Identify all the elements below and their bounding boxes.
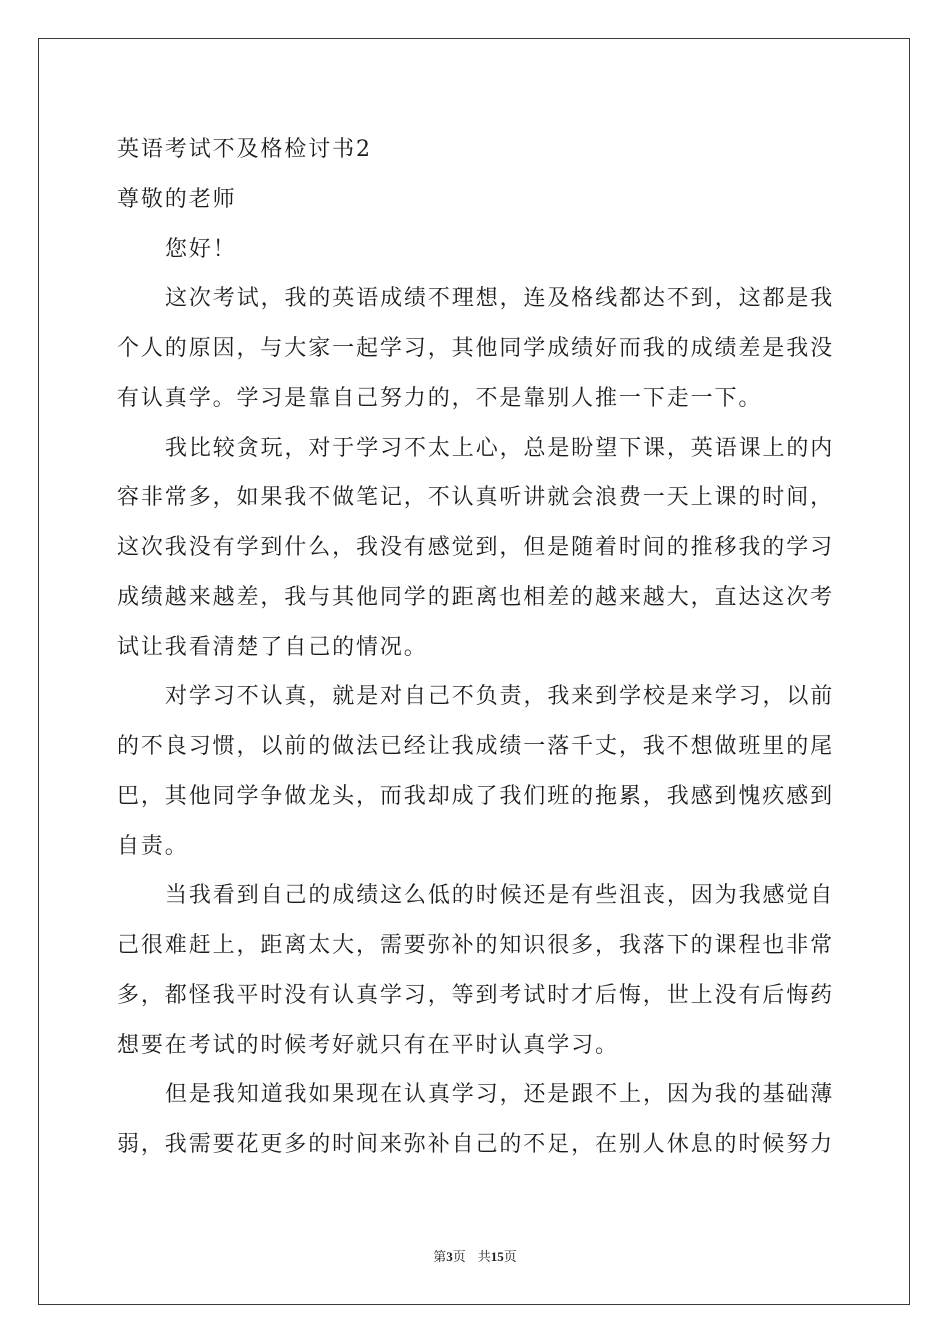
paragraph-5 (117, 1070, 857, 1170)
paragraph-3 (117, 672, 857, 871)
total-pages: 15 (490, 1249, 504, 1264)
paragraph-line: 成绩越来越差，我与其他同学的距离也相差的越来越大，直达这次考 (117, 584, 835, 610)
paragraph-line: 想要在考试的时候考好就只有在平时认真学习。 (117, 1032, 619, 1058)
paragraph-line: 这次考试，我的英语成绩不理想，连及格线都达不到，这都是我 (165, 286, 835, 312)
paragraph-line: 但是我知道我如果现在认真学习，还是跟不上，因为我的基础薄 (165, 1082, 835, 1108)
paragraph-line: 有认真学。学习是靠自己努力的，不是靠别人推一下走一下。 (117, 385, 763, 411)
page-footer (0, 1247, 950, 1267)
greeting: 您好！ (165, 236, 237, 262)
paragraph-line: 自责。 (117, 833, 189, 859)
total-suffix: 页 (503, 1249, 517, 1264)
paragraph-1 (117, 274, 857, 423)
salutation: 尊敬的老师 (117, 186, 237, 212)
paragraph-2 (117, 424, 857, 673)
paragraph-line: 己很难赶上，距离太大，需要弥补的知识很多，我落下的课程也非常 (117, 933, 835, 958)
paragraph-line: 我比较贪玩，对于学习不太上心，总是盼望下课，英语课上的内 (165, 435, 835, 461)
paragraph-line: 个人的原因，与大家一起学习，其他同学成绩好而我的成绩差是我没 (117, 336, 835, 361)
paragraph-4 (117, 871, 857, 1070)
paragraph-line: 对学习不认真，就是对自己不负责，我来到学校是来学习，以前 (165, 684, 835, 710)
page-prefix: 第 (433, 1249, 447, 1264)
paragraph-line: 巴，其他同学争做龙头，而我却成了我们班的拖累，我感到愧疚感到 (117, 783, 835, 809)
paragraph-line: 试让我看清楚了自己的情况。 (117, 634, 428, 660)
paragraph-line: 容非常多，如果我不做笔记，不认真听讲就会浪费一天上课的时间， (117, 485, 835, 511)
page-suffix: 页 (452, 1249, 466, 1264)
paragraph-line: 多，都怪我平时没有认真学习，等到考试时才后悔，世上没有后悔药 (117, 982, 835, 1008)
paragraph-line: 当我看到自己的成绩这么低的时候还是有些沮丧，因为我感觉自 (165, 883, 835, 909)
document-body (117, 125, 857, 1170)
document-title: 英语考试不及格检讨书2 (117, 137, 372, 162)
paragraph-line: 弱，我需要花更多的时间来弥补自己的不足，在别人休息的时候努力 (117, 1132, 835, 1157)
paragraph-line: 的不良习惯，以前的做法已经让我成绩一落千丈，我不想做班里的尾 (117, 734, 835, 759)
paragraph-line: 这次我没有学到什么，我没有感觉到，但是随着时间的推移我的学习 (117, 535, 835, 560)
total-prefix: 共 (477, 1249, 491, 1264)
page-number: 3 (446, 1249, 453, 1264)
